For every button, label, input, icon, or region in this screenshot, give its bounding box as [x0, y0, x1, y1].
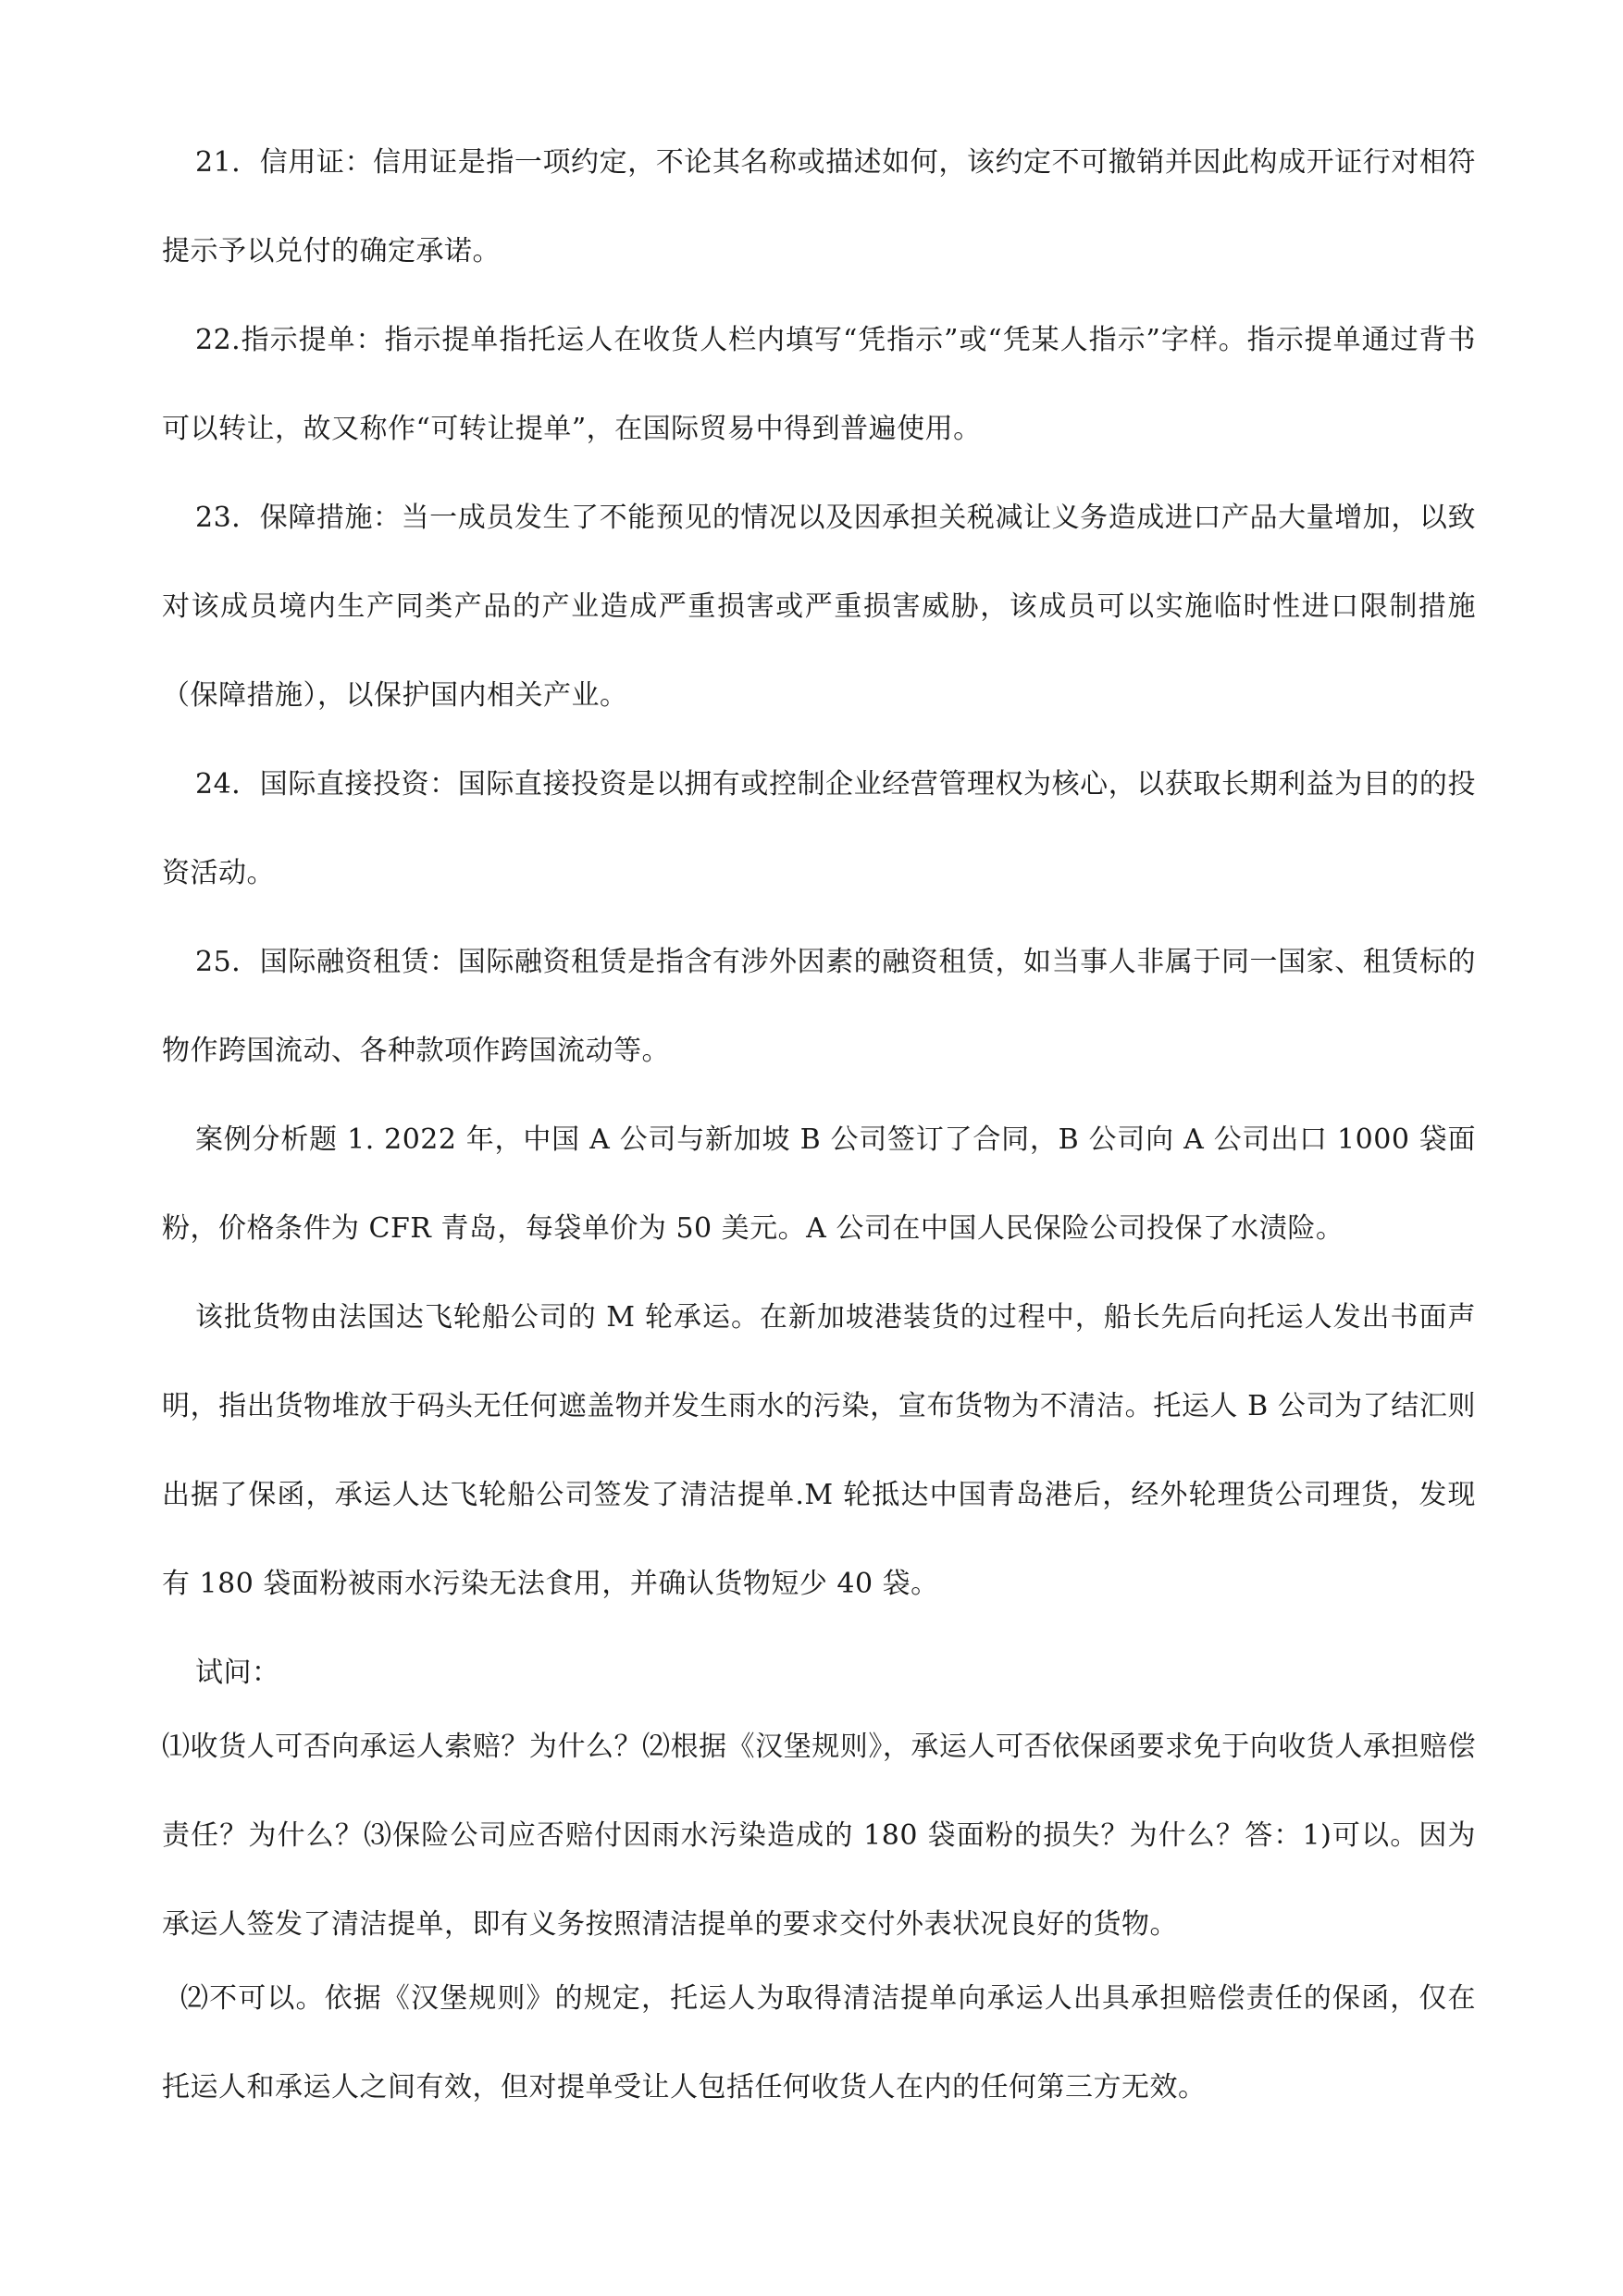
paragraph-case-analysis-intro: 案例分析题 1. 2022 年，中国 A 公司与新加坡 B 公司签订了合同，B 公司向 A 公司出口 1000 袋面粉，价格条件为 CFR 青岛，每袋单价为 50 美元。A 公司在中国人民保险公司投保了水渍险。	[162, 1123, 1476, 1245]
paragraph-23-safeguard-measures: 23．保障措施：当一成员发生了不能预见的情况以及因承担关税减让义务造成进口产品大量增加，以致对该成员境内生产同类产品的产业造成严重损害或严重损害威胁，该成员可以实施临时性进口限制措施（保障措施），以保护国内相关产业。	[162, 502, 1476, 712]
paragraph-24-foreign-direct-investment: 24．国际直接投资：国际直接投资是以拥有或控制企业经营管理权为核心，以获取长期利益为目的的投资活动。	[162, 768, 1476, 889]
paragraph-case-details: 该批货物由法国达飞轮船公司的 M 轮承运。在新加坡港装货的过程中，船长先后向托运人发出书面声明，指出货物堆放于码头无任何遮盖物并发生雨水的污染，宣布货物为不清洁。托运人 B 公司为了结汇则出据了保函，承运人达飞轮船公司签发了清洁提单.M 轮抵达中国青岛港后，经外轮理货公司理货，发现有 180 袋面粉被雨水污染无法食用，并确认货物短少 40 袋。	[162, 1301, 1476, 1600]
paragraph-questions-and-answer-1: ⑴收货人可否向承运人索赔？为什么？⑵根据《汉堡规则》，承运人可否依保函要求免于向收货人承担赔偿责任？为什么？⑶保险公司应否赔付因雨水污染造成的 180 袋面粉的损失？为什么？答：1)可以。因为承运人签发了清洁提单，即有义务按照清洁提单的要求交付外表状况良好的货物。	[162, 1731, 1476, 1941]
paragraph-question-heading: 试问：	[195, 1657, 280, 1689]
paragraph-25-international-financial-leasing: 25．国际融资租赁：国际融资租赁是指含有涉外因素的融资租赁，如当事人非属于同一国家、租赁标的物作跨国流动、各种款项作跨国流动等。	[162, 946, 1476, 1067]
paragraph-answer-2: ⑵不可以。依据《汉堡规则》的规定，托运人为取得清洁提单向承运人出具承担赔偿责任的保函，仅在托运人和承运人之间有效，但对提单受让人包括任何收货人在内的任何第三方无效。	[162, 1982, 1476, 2104]
paragraph-22-order-bill-of-lading: 22.指示提单：指示提单指托运人在收货人栏内填写“凭指示”或“凭某人指示”字样。指示提单通过背书可以转让，故又称作“可转让提单”，在国际贸易中得到普遍使用。	[162, 324, 1476, 445]
paragraph-21-letter-of-credit: 21．信用证：信用证是指一项约定，不论其名称或描述如何，该约定不可撤销并因此构成开证行对相符提示予以兑付的确定承诺。	[162, 146, 1476, 267]
